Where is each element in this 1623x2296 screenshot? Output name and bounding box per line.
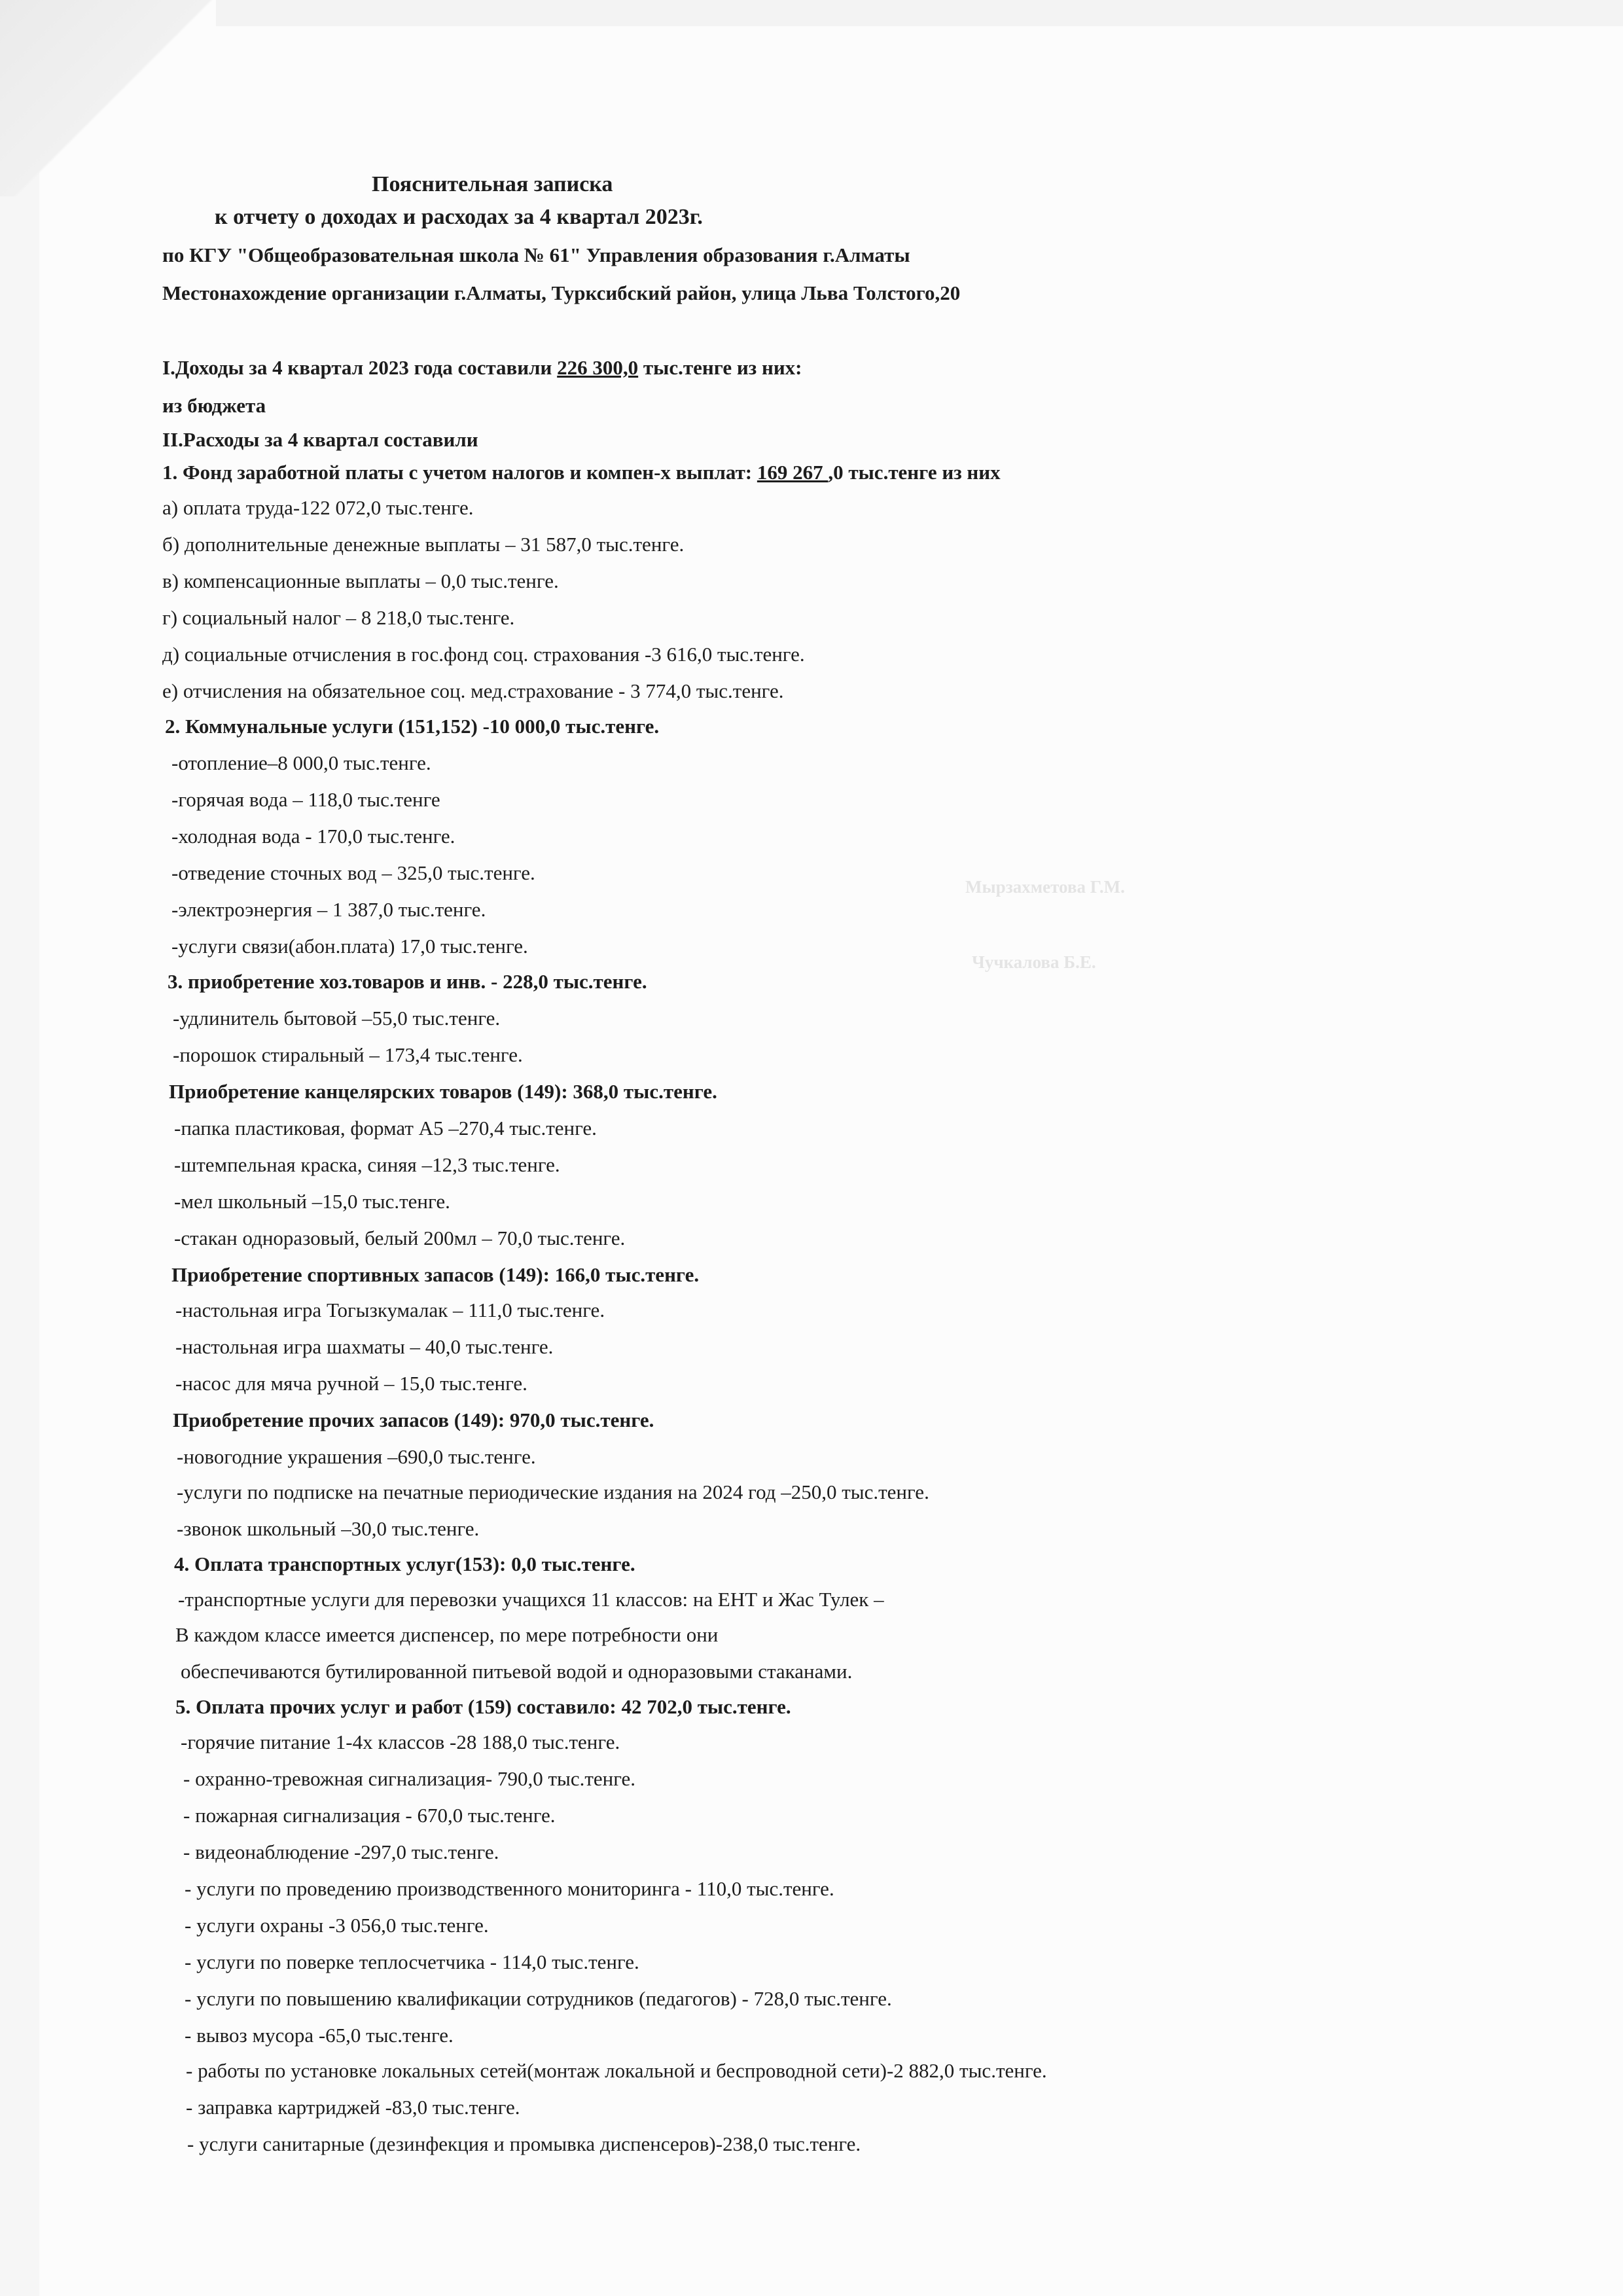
section-1-prefix: 1. Фонд заработной платы с учетом налогов и компен-х выплат: — [162, 461, 757, 484]
section-4-heading: 4. Оплата транспортных услуг(153): 0,0 тыс.тенге. — [174, 1552, 635, 1575]
sport-supplies-heading: Приобретение спортивных запасов (149): 166,0 тыс.тенге. — [171, 1263, 700, 1286]
list-item: -штемпельная краска, синяя –12,3 тыс.тенге. — [174, 1153, 560, 1176]
list-item: - пожарная сигнализация - 670,0 тыс.тенге. — [183, 1804, 556, 1827]
section-1-suffix: ,0 тыс.тенге из них — [828, 461, 1001, 484]
bleed-through-name-1: Мырзахметова Г.М. — [965, 877, 1125, 897]
list-item: -удлинитель бытовой –55,0 тыс.тенге. — [173, 1007, 501, 1030]
list-item: в) компенсационные выплаты – 0,0 тыс.тенге. — [162, 569, 559, 592]
list-item: -звонок школьный –30,0 тыс.тенге. — [177, 1517, 480, 1540]
list-item: - услуги по поверке теплосчетчика - 114,0 тыс.тенге. — [185, 1950, 639, 1973]
list-item: - работы по установке локальных сетей(монтаж локальной и беспроводной сети)-2 882,0 тыс.тенге. — [186, 2059, 1047, 2082]
list-item: -отведение сточных вод – 325,0 тыс.тенге. — [171, 861, 535, 884]
list-item: а) оплата труда-122 072,0 тыс.тенге. — [162, 496, 474, 519]
section-3-heading: 3. приобретение хоз.товаров и инв. - 228,0 тыс.тенге. — [168, 970, 647, 993]
income-suffix: тыс.тенге из них: — [638, 356, 802, 379]
folded-corner — [0, 0, 223, 196]
list-item: -горячая вода – 118,0 тыс.тенге — [171, 788, 440, 811]
scan-edge-left — [0, 79, 39, 2296]
section-1-heading — [162, 459, 1001, 486]
list-item: - видеонаблюдение -297,0 тыс.тенге. — [183, 1840, 499, 1863]
list-item: - услуги охраны -3 056,0 тыс.тенге. — [185, 1914, 489, 1937]
list-item: -услуги связи(абон.плата) 17,0 тыс.тенге. — [171, 935, 528, 958]
list-item: д) социальные отчисления в гос.фонд соц. страхования -3 616,0 тыс.тенге. — [162, 643, 805, 666]
list-item: -настольная игра Тогызкумалак – 111,0 тыс.тенге. — [175, 1299, 605, 1321]
section-1-amount: 169 267 — [757, 461, 829, 484]
list-item: -насос для мяча ручной – 15,0 тыс.тенге. — [175, 1372, 527, 1395]
list-item: -электроэнергия – 1 387,0 тыс.тенге. — [171, 898, 486, 921]
list-item: - вывоз мусора -65,0 тыс.тенге. — [185, 2024, 454, 2047]
list-item: -новогодние украшения –690,0 тыс.тенге. — [177, 1445, 536, 1468]
list-item: -порошок стиральный – 173,4 тыс.тенге. — [173, 1043, 523, 1066]
list-item: - заправка картриджей -83,0 тыс.тенге. — [186, 2096, 520, 2119]
income-line — [162, 355, 802, 381]
list-item: -мел школьный –15,0 тыс.тенге. — [174, 1190, 450, 1213]
list-item: -транспортные услуги для перевозки учащихся 11 классов: на ЕНТ и Жас Тулек – — [178, 1588, 884, 1611]
list-item: - охранно-тревожная сигнализация- 790,0 тыс.тенге. — [183, 1767, 636, 1790]
list-item: -настольная игра шахматы – 40,0 тыс.тенге. — [175, 1335, 554, 1358]
list-item: обеспечиваются бутилированной питьевой водой и одноразовыми стаканами. — [181, 1660, 853, 1683]
list-item: -папка пластиковая, формат А5 –270,4 тыс.тенге. — [174, 1117, 597, 1139]
document-title: Пояснительная записка — [372, 172, 613, 196]
list-item: - услуги по повышению квалификации сотрудников (педагогов) - 728,0 тыс.тенге. — [185, 1987, 892, 2010]
income-amount: 226 300,0 — [557, 356, 639, 379]
scan-edge-top — [216, 0, 1623, 26]
list-item: В каждом классе имеется диспенсер, по мере потребности они — [175, 1623, 719, 1646]
list-item: - услуги санитарные (дезинфекция и промывка диспенсеров)-238,0 тыс.тенге. — [187, 2132, 861, 2155]
income-prefix: I.Доходы за 4 квартал 2023 года составили — [162, 356, 558, 379]
organization-line: по КГУ "Общеобразовательная школа № 61" Управления образования г.Алматы — [162, 243, 910, 266]
list-item: -горячие питание 1-4х классов -28 188,0 тыс.тенге. — [181, 1731, 620, 1753]
other-supplies-heading: Приобретение прочих запасов (149): 970,0 тыс.тенге. — [173, 1408, 654, 1431]
document-subtitle: к отчету о доходах и расходах за 4 квартал 2023г. — [215, 205, 703, 229]
bleed-through-name-2: Чучкалова Б.Е. — [972, 952, 1096, 972]
list-item: -отопление–8 000,0 тыс.тенге. — [171, 751, 431, 774]
list-item: -услуги по подписке на печатные периодические издания на 2024 год –250,0 тыс.тенге. — [177, 1480, 929, 1503]
list-item: -стакан одноразовый, белый 200мл – 70,0 тыс.тенге. — [174, 1227, 626, 1249]
list-item: -холодная вода - 170,0 тыс.тенге. — [171, 825, 455, 848]
section-5-heading: 5. Оплата прочих услуг и работ (159) составило: 42 702,0 тыс.тенге. — [175, 1695, 791, 1718]
income-source: из бюджета — [162, 394, 266, 417]
office-supplies-heading: Приобретение канцелярских товаров (149): 368,0 тыс.тенге. — [169, 1080, 717, 1103]
list-item: - услуги по проведению производственного мониторинга - 110,0 тыс.тенге. — [185, 1877, 834, 1900]
list-item: б) дополнительные денежные выплаты – 31 587,0 тыс.тенге. — [162, 533, 685, 556]
expenses-heading: II.Расходы за 4 квартал составили — [162, 428, 478, 451]
list-item: е) отчисления на обязательное соц. мед.страхование - 3 774,0 тыс.тенге. — [162, 679, 784, 702]
section-2-heading: 2. Коммунальные услуги (151,152) -10 000,0 тыс.тенге. — [165, 715, 660, 738]
list-item: г) социальный налог – 8 218,0 тыс.тенге. — [162, 606, 515, 629]
location-line: Местонахождение организации г.Алматы, Турксибский район, улица Льва Толстого,20 — [162, 281, 961, 304]
